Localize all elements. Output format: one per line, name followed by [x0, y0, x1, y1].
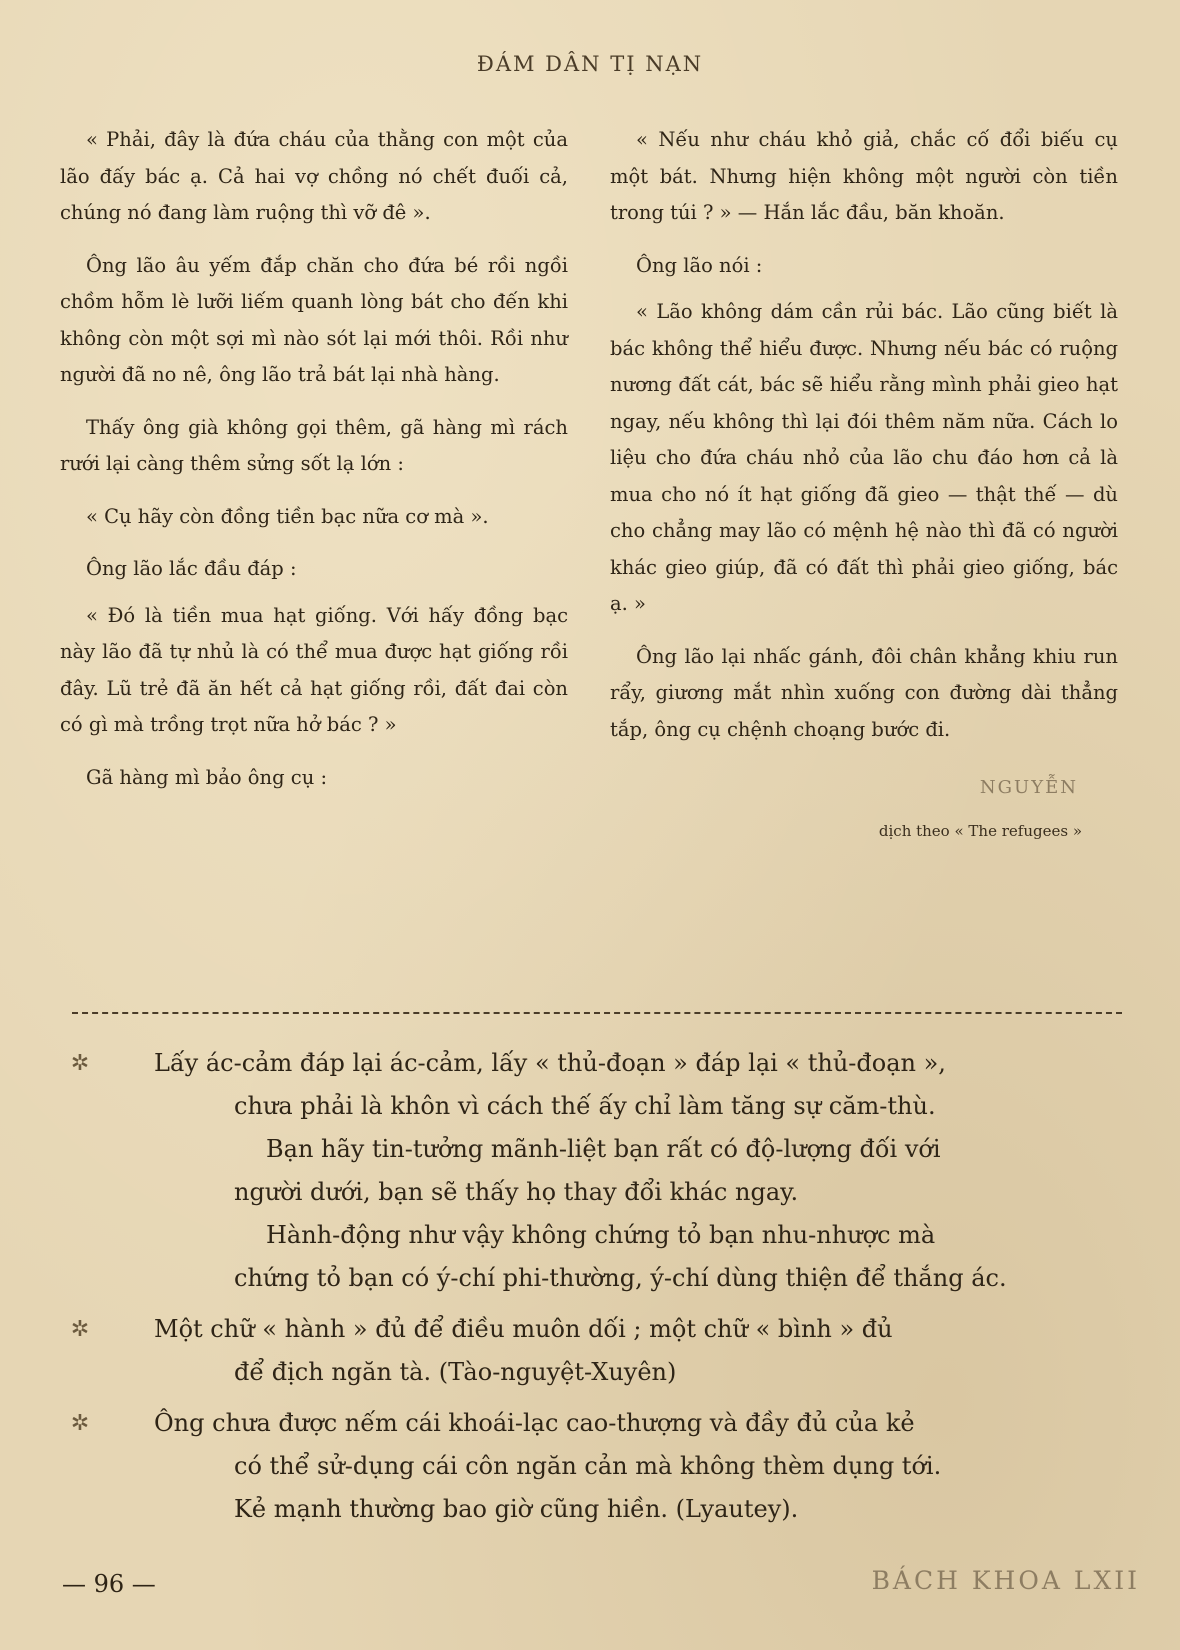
magazine-name: BÁCH KHOA LXII [871, 1566, 1140, 1595]
paragraph: Thấy ông già không gọi thêm, gã hàng mì rách rưới lại càng thêm sửng sốt lạ lớn : [60, 415, 568, 475]
asterism-icon: ✲ [70, 1051, 90, 1076]
paragraph: « Đó là tiền mua hạt giống. Với hấy đồng bạc này lão đã tự nhủ là có thể mua được hạt giống rồi đây. Lũ trẻ đã ăn hết cả hạt giống rồi, đất đai còn có gì mà trồng trọt nữa hở bác ? » [60, 603, 568, 736]
right-column [610, 122, 1118, 849]
paragraph: Ông lão nói : [636, 253, 763, 277]
quote-text [154, 1402, 1134, 1531]
paragraph: Ông lão lắc đầu đáp : [86, 557, 297, 580]
paragraph: Gã hàng mì bảo ông cụ : [86, 765, 328, 789]
quote-line: người dưới, bạn sẽ thấy họ thay đổi khác ngay. [234, 1178, 799, 1206]
paragraph: « Cụ hãy còn đồng tiền bạc nữa cơ mà ». [86, 504, 489, 528]
quote-line: Ông chưa được nếm cái khoái-lạc cao-thượng và đầy đủ của kẻ [154, 1409, 915, 1437]
quote-line: Bạn hãy tin-tưởng mãnh-liệt bạn rất có độ-lượng đối với [266, 1135, 941, 1163]
left-column [60, 122, 568, 812]
running-title: ĐÁM DÂN TỊ NẠN [476, 52, 704, 76]
quote-line: Lấy ác-cảm đáp lại ác-cảm, lấy « thủ-đoạn » đáp lại « thủ-đoạn », [154, 1049, 946, 1077]
quotes-section [60, 1042, 1140, 1539]
quote-text [154, 1308, 1134, 1394]
page-number: — 96 — [62, 1570, 156, 1598]
quote-line: Kẻ mạnh thường bao giờ cũng hiền. (Lyautey). [234, 1495, 799, 1523]
paragraph: Ông lão lại nhấc gánh, đôi chân khẳng khiu run rẩy, giương mắt nhìn xuống con đường dài thẳng tắp, ông cụ chệnh choạng bước đi. [610, 644, 1118, 741]
asterism-icon: ✲ [70, 1317, 90, 1342]
quote-text [154, 1042, 1134, 1300]
asterism-icon: ✲ [70, 1411, 90, 1436]
quote-item [60, 1402, 1140, 1531]
quote-line: chứng tỏ bạn có ý-chí phi-thường, ý-chí dùng thiện để thắng ác. [234, 1264, 1007, 1292]
quote-line: chưa phải là khôn vì cách thế ấy chỉ làm tăng sự căm-thù. [234, 1092, 936, 1120]
quote-item [60, 1308, 1140, 1394]
author-signature: NGUYỄN [979, 777, 1078, 798]
quote-line: có thể sử-dụng cái côn ngăn cản mà không thèm dụng tới. [234, 1452, 942, 1480]
paragraph: « Nếu như cháu khỏ giả, chắc cố đổi biếu cụ một bát. Nhưng hiện không một người còn tiền trong túi ? » — Hắn lắc đầu, băn khoăn. [610, 128, 1118, 224]
quote-item [60, 1042, 1140, 1300]
source-note: dịch theo « The refugees » [878, 821, 1082, 840]
quote-line: Một chữ « hành » đủ để điều muôn dối ; một chữ « bình » đủ [154, 1315, 893, 1343]
paragraph: « Lão không dám cần rủi bác. Lão cũng biết là bác không thể hiểu được. Nhưng nếu bác có ruộng nương đất cát, bác sẽ hiểu rằng mình phải gieo hạt ngay, nếu không thì lại đói thêm năm nữa. Cách lo liệu cho đứa cháu nhỏ của lão chu đáo hơn cả là mua cho nó ít hạt giống đã gieo — thật thế — dù cho chẳng may lão có mệnh hệ nào thì đã có người khác gieo giúp, đã có đất thì phải gieo giống, bác ạ. » [610, 300, 1118, 615]
paragraph: « Phải, đây là đứa cháu của thằng con một của lão đấy bác ạ. Cả hai vợ chồng nó chết đuối cả, chúng nó đang làm ruộng thì vỡ đê ». [60, 128, 568, 224]
quote-line: Hành-động như vậy không chứng tỏ bạn nhu-nhược mà [266, 1221, 936, 1249]
section-divider [72, 1012, 1122, 1014]
paragraph: Ông lão âu yếm đắp chăn cho đứa bé rồi ngồi chồm hỗm lè lưỡi liếm quanh lòng bát cho đến khi không còn một sợi mì nào sót lại mới thôi. Rồi như người đã no nê, ông lão trả bát lại nhà hàng. [60, 253, 568, 386]
quote-line: để địch ngăn tà. (Tào-nguyệt-Xuyên) [234, 1358, 677, 1386]
